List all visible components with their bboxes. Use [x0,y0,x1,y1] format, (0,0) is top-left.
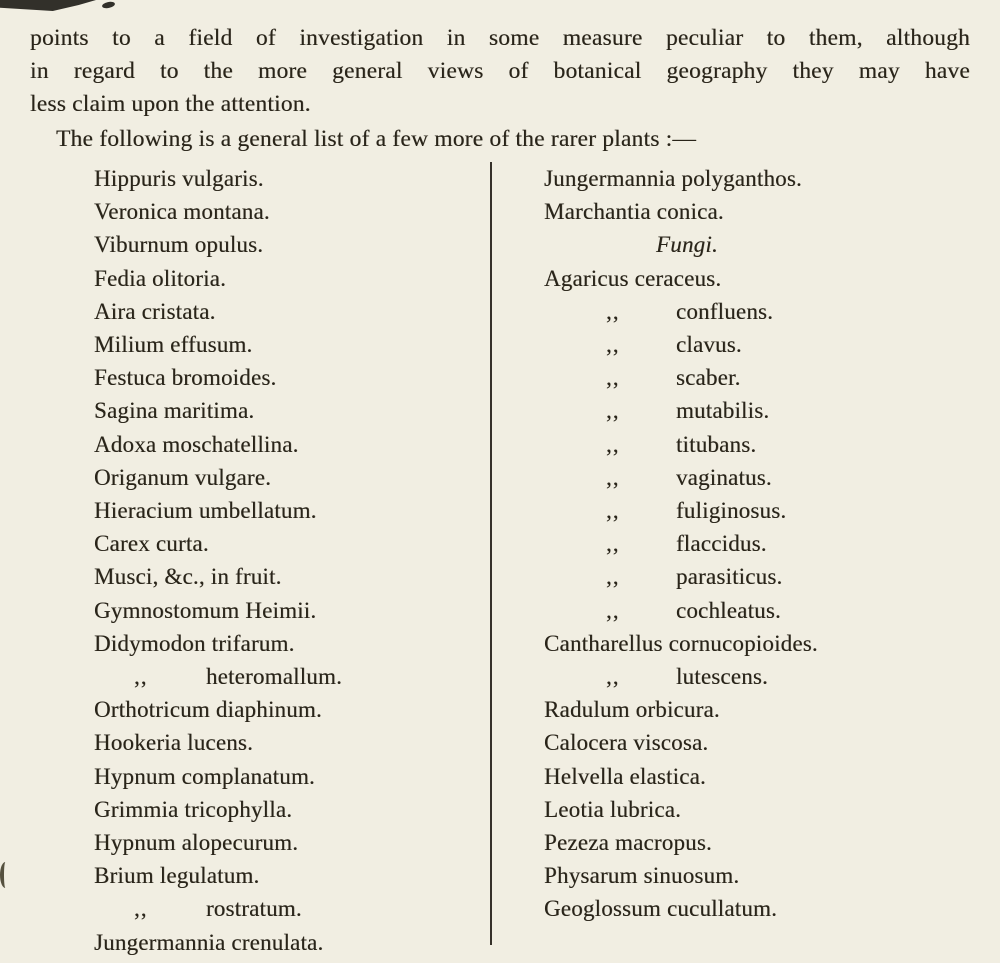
plant-name: fuliginosus. [675,498,787,524]
list-item [94,195,490,228]
plant-name: Adoxa moschatellina. [94,431,299,457]
plant-name: Aira cristata. [94,298,216,324]
ditto-mark: ,, [606,332,620,358]
list-item [94,926,490,959]
list-item [94,693,490,726]
list-item [544,328,970,361]
plant-name: Jungermannia polyganthos. [544,166,802,191]
ditto-mark: ,, [606,365,620,391]
plant-name: confluens. [675,298,774,324]
list-item [544,627,970,660]
list-item [544,195,970,228]
list-item [94,660,490,693]
list-item [544,494,970,527]
plant-list [30,162,970,959]
plant-name: Jungermannia crenulata. [94,929,324,955]
list-item [94,394,490,427]
list-item [544,594,970,627]
plant-name: titubans. [675,431,757,457]
list-item [544,428,970,461]
ditto-mark: ,, [606,664,620,690]
plant-name: Viburnum opulus. [94,232,264,258]
ditto-mark: ,, [606,531,620,557]
plant-name: Fedia olitoria. [94,265,227,291]
list-item [94,262,490,295]
list-item [94,228,490,261]
list-item [94,494,490,527]
plant-name: Hypnum complanatum. [94,763,315,789]
left-column [30,162,490,959]
list-item [544,760,970,793]
plant-name: Radulum orbicura. [544,697,720,723]
list-item [544,793,970,826]
list-item [544,726,970,759]
paragraph-line: in regard to the more general views of botanical geography they may have [30,58,970,84]
list-item [94,627,490,660]
plant-name: Gymnostomum Heimii. [94,597,317,623]
plant-name: heteromallum. [205,664,343,690]
plant-name: Grimmia tricophylla. [94,796,293,822]
list-item [94,726,490,759]
plant-name: Calocera viscosa. [544,730,709,756]
list-intro: The following is a general list of a few more of the rarer plants :— [56,126,697,152]
list-item [94,826,490,859]
list-item [544,361,970,394]
plant-name: Pezeza macropus. [544,830,712,856]
list-item [544,560,970,593]
list-item [94,859,490,892]
plant-name: Orthotricum diaphinum. [94,697,322,723]
plant-name: Veronica montana. [94,199,270,225]
plant-name: Helvella elastica. [544,763,706,789]
plant-name: Leotia lubrica. [544,796,682,822]
list-item [94,760,490,793]
list-item [94,892,490,925]
plant-name: Sagina maritima. [94,398,255,424]
plant-name: vaginatus. [675,464,772,490]
paragraph-line: less claim upon the attention. [30,91,311,117]
paragraph-line: points to a field of investigation in some measure peculiar to them, although [30,25,970,51]
list-item [544,693,970,726]
plant-name: flaccidus. [675,531,767,557]
plant-name: Didymodon trifarum. [94,630,295,656]
ditto-mark: ,, [606,431,620,457]
list-item [544,892,970,925]
list-item [544,394,970,427]
plant-name: Milium effusum. [94,332,253,358]
ditto-mark: ,, [606,498,620,524]
plant-name: Musci, &c., in fruit. [94,564,282,590]
ditto-mark: ,, [606,398,620,424]
list-item [94,461,490,494]
plant-name: Hieracium umbellatum. [94,498,317,524]
list-item [94,594,490,627]
list-item [94,295,490,328]
plant-name: Marchantia conica. [544,199,724,225]
list-item [544,461,970,494]
plant-name: Agaricus ceraceus. [544,265,722,291]
list-item [544,262,970,295]
list-item [94,428,490,461]
list-item [94,793,490,826]
plant-name: Physarum sinuosum. [544,863,740,889]
ditto-mark: ,, [606,464,620,490]
plant-name: cochleatus. [675,597,781,623]
list-item [94,527,490,560]
plant-name: parasiticus. [675,564,783,590]
list-item [544,527,970,560]
plant-name: rostratum. [205,896,302,922]
ditto-mark: ,, [606,298,620,324]
plant-name: mutabilis. [675,398,770,424]
plant-name: Carex curta. [94,531,209,557]
list-item [94,361,490,394]
list-item [94,328,490,361]
list-item [94,162,490,195]
plant-name: Hippuris vulgaris. [94,166,264,191]
ditto-mark: ,, [134,896,148,922]
ditto-mark: ,, [134,664,148,690]
ditto-mark: ,, [606,597,620,623]
plant-name: Fungi. [656,232,718,258]
plant-name: Hypnum alopecurum. [94,830,299,856]
list-item [656,228,970,261]
list-item [94,560,490,593]
plant-name: scaber. [675,365,741,391]
ditto-mark: ,, [606,564,620,590]
list-item [544,859,970,892]
plant-name: Hookeria lucens. [94,730,254,756]
plant-name: Origanum vulgare. [94,464,272,490]
list-item [544,162,970,195]
right-column [492,162,970,959]
list-item [544,295,970,328]
plant-name: Brium legulatum. [94,863,260,889]
body-paragraph [30,22,970,121]
list-item [544,660,970,693]
plant-name: Geoglossum cucullatum. [544,896,778,922]
plant-name: clavus. [675,332,742,358]
plant-name: lutescens. [675,664,769,690]
plant-name: Festuca bromoides. [94,365,277,391]
plant-name: Cantharellus cornucopioides. [544,630,818,656]
list-item [544,826,970,859]
